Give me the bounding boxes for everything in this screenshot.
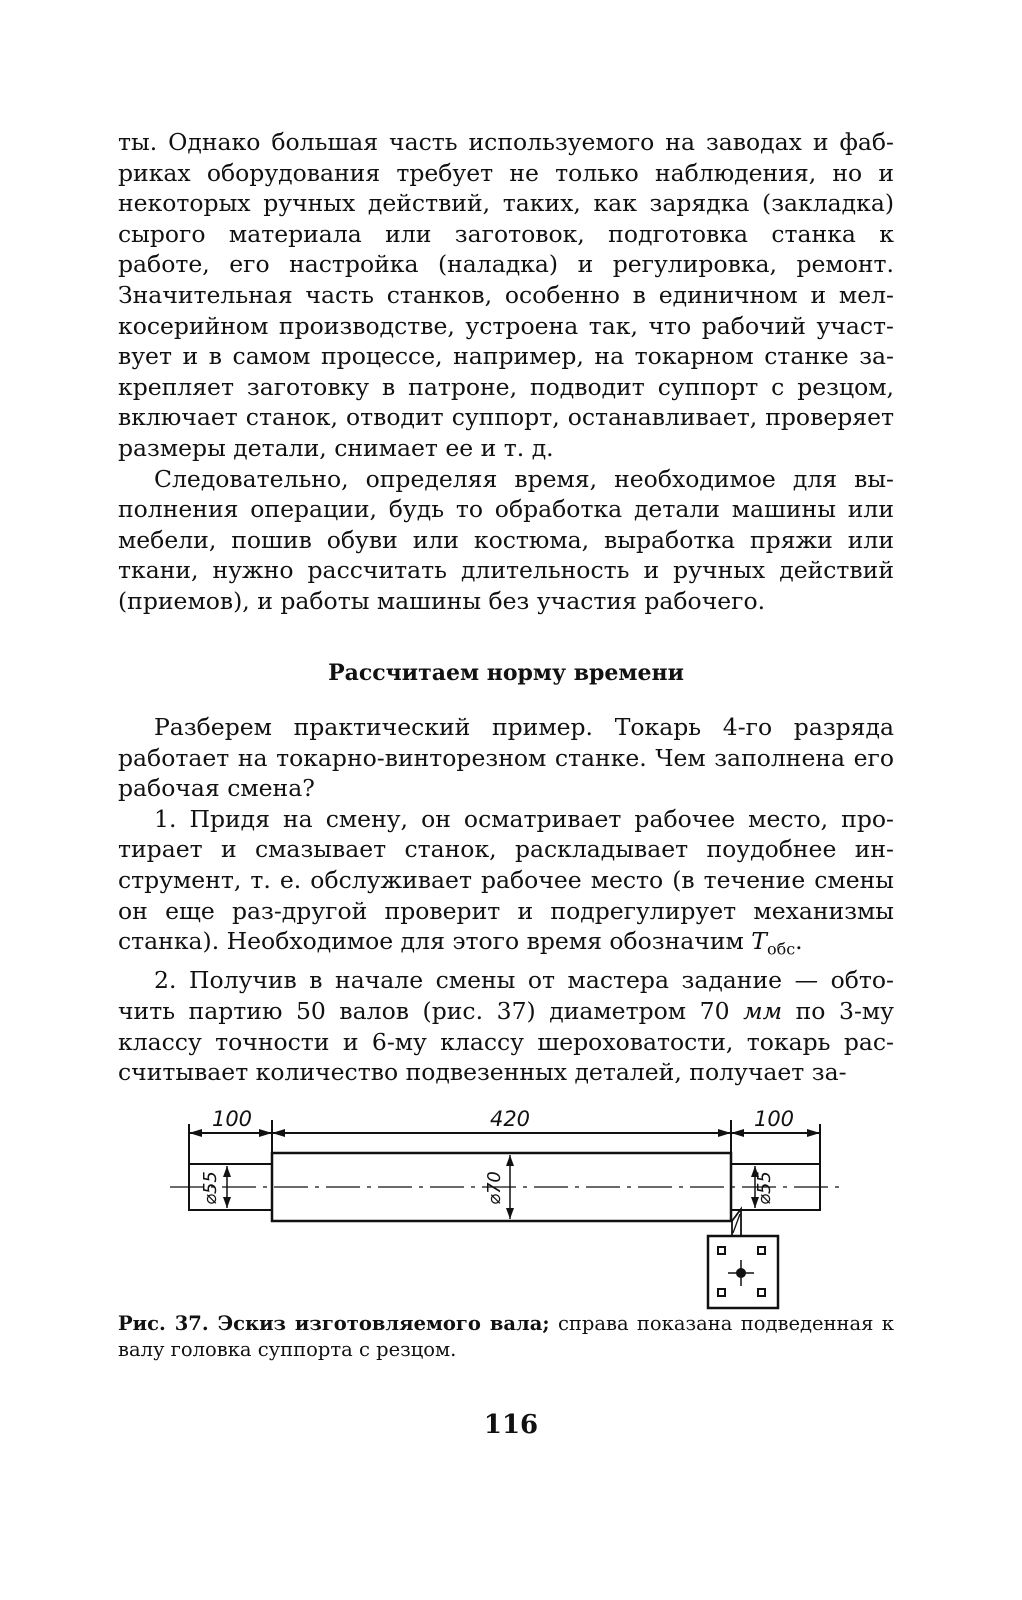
dim-label-left: 100 [211, 1107, 253, 1131]
head-bolt-4 [758, 1289, 765, 1296]
figure-caption [118, 1311, 894, 1363]
arrow [807, 1129, 820, 1137]
time-symbol: T [751, 927, 767, 956]
arrow [272, 1129, 285, 1137]
page-number: 116 [483, 1410, 539, 1440]
head-bolt-2 [758, 1247, 765, 1254]
caption-text: справа показана подведенная к валу головка суппорта с резцом. [118, 1312, 894, 1361]
paragraph-1: ты. Однако большая часть используемого на заводах и фабриках оборудования требует не только наблюдения, но и некоторых ручных действий, таких, как зарядка (закладка) сырого материала или заготовок, подготовка станка к работе, его настройка (наладка) и регулировка, ремонт. Значительная часть станков, особенно в единичном и мелкосерийном производстве, устроена так, что рабочий участвует и в самом процессе, например, на токарном станке закрепляет заготовку в патроне, подводит суппорт с резцом, включает станок, отводит суппорт, останавливает, проверяет размеры детали, снимает ее и т. д. [118, 128, 894, 462]
arrow [506, 1208, 514, 1219]
body-text-section [118, 712, 894, 1088]
section-heading: Рассчитаем норму времени [328, 660, 684, 686]
arrow [223, 1197, 231, 1208]
paragraph-4 [118, 804, 894, 966]
paragraph-5-text: 2. Получив в начале смены от мастера задание — обточить партию 50 валов (рис. 37) диаметром 70 [118, 966, 894, 1026]
arrow [718, 1129, 731, 1137]
arrow [731, 1129, 744, 1137]
paragraph-3: Разберем практический пример. Токарь 4-го разряда работает на токарно-винторезном станке. Чем заполнена его рабочая смена? [118, 713, 894, 803]
paragraph-2: Следовательно, определяя время, необходимое для выполнения операции, будь то обработка детали машины или мебели, пошив обуви или костюма, выработка пряжи или ткани, нужно рассчитать длительность и ручных действий (приемов), и работы машины без участия рабочего. [118, 464, 894, 615]
dim-label-right: 100 [753, 1107, 795, 1131]
paragraph-4-text: 1. Придя на смену, он осматривает рабочее место, протирает и смазывает станок, раскладывает поудобнее инструмент, т. е. обслуживает рабочее место (в течение смены он еще раз-другой проверит и подрегулирует механизмы станка). Необходимое для этого время обозначим [118, 804, 894, 956]
arrow [506, 1155, 514, 1166]
dia-label-right: ⌀55 [754, 1171, 775, 1205]
time-symbol-subscript: обс [766, 939, 796, 959]
dia-label-middle: ⌀70 [484, 1171, 505, 1205]
body-text-top [118, 127, 894, 617]
head-bolt-3 [718, 1289, 725, 1296]
paragraph-4-end: . [795, 927, 803, 956]
head-centre [736, 1268, 746, 1278]
head-bolt-1 [718, 1247, 725, 1254]
dia-label-left: ⌀55 [200, 1171, 221, 1205]
arrow [223, 1166, 231, 1177]
paragraph-5-end: по 3-му классу точности и 6-му классу шероховатости, токарь рассчитывает количество подвезенных деталей, получает за- [118, 997, 895, 1087]
unit-mm: мм [743, 997, 783, 1026]
dim-label-middle: 420 [489, 1107, 531, 1131]
arrow [189, 1129, 202, 1137]
shaft-drawing [170, 1096, 840, 1311]
arrow [259, 1129, 272, 1137]
paragraph-5 [118, 965, 894, 1087]
caption-lead: Рис. 37. Эскиз изготовляемого вала; [118, 1312, 550, 1335]
